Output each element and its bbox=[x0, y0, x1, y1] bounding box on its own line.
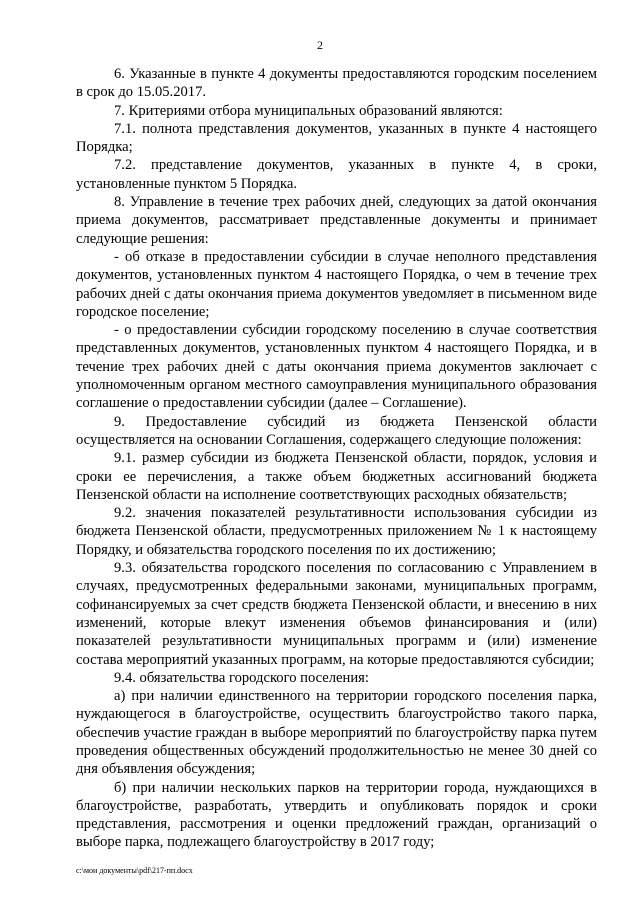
page-number: 2 bbox=[317, 38, 323, 52]
paragraph-9-3: 9.3. обязательства городского поселения по согласованию с Управлением в случаях, предусмотренных федеральными законами, муниципальных программ, софинансируемых за счет средств бюджета Пензенской области, и внесению в них изменений, которые влекут изменения объемов финансирования и (или) показателей результативности муниципальных программ и (или) изменение состава мероприятий указанных программ, на которые предоставляются субсидии; bbox=[76, 560, 597, 668]
paragraph-8-grant: - о предоставлении субсидии городскому поселению в случае соответствия представленных документов, установленных пунктом 4 настоящего Порядка, и в течение трех рабочих дней с даты окончания приема документов заключает с уполномоченным органом местного самоуправления муниципального образования соглашение о предоставлении субсидии (далее – Соглашение). bbox=[76, 322, 597, 412]
paragraph-8-refusal: - об отказе в предоставлении субсидии в случае неполного представления документов, установленных пунктом 4 настоящего Порядка, о чем в течение трех рабочих дней с даты окончания приема документов уведомляет в письменном виде городское поселение; bbox=[76, 248, 597, 320]
footer-file-path: c:\мои документы\pdf\217-пп.docx bbox=[76, 866, 193, 875]
paragraph-6: 6. Указанные в пункте 4 документы предоставляются городским поселением в срок до 15.05.2017. bbox=[76, 66, 597, 101]
paragraph-7-1: 7.1. полнота представления документов, указанных в пункте 4 настоящего Порядка; bbox=[76, 120, 597, 156]
paragraph-9: 9. Предоставление субсидий из бюджета Пензенской области осуществляется на основании Соглашения, содержащего следующие положения: bbox=[76, 413, 597, 448]
paragraph-9-1: 9.1. размер субсидии из бюджета Пензенской области, порядок, условия и сроки ее перечисления, а также объем бюджетных ассигнований бюджета Пензенской области на исполнение соответствующих расходных обязательств; bbox=[76, 450, 597, 503]
paragraph-9-4: 9.4. обязательства городского поселения: bbox=[114, 669, 369, 686]
document-body bbox=[76, 65, 597, 852]
paragraph-9-2: 9.2. значения показателей результативности использования субсидии из бюджета Пензенской области, предусмотренных приложением № 1 к настоящему Порядку, и обязательства городского поселения по их достижению; bbox=[76, 505, 597, 558]
paragraph-8: 8. Управление в течение трех рабочих дней, следующих за датой окончания приема документов, рассматривает представленные документы и принимает следующие решения: bbox=[76, 194, 597, 247]
paragraph-9-4-b: б) при наличии нескольких парков на территории города, нуждающихся в благоустройстве, разработать, утвердить и опубликовать порядок и сроки представления, рассмотрения и оценки предложений граждан, организаций о выборе парка, подлежащего благоустройству в 2017 году; bbox=[76, 779, 597, 851]
paragraph-7-2: 7.2. представление документов, указанных в пункте 4, в сроки, установленные пунктом 5 Порядка. bbox=[76, 157, 597, 192]
paragraph-7: 7. Критериями отбора муниципальных образований являются: bbox=[114, 102, 503, 119]
paragraph-9-4-a: а) при наличии единственного на территории городского поселения парка, нуждающегося в благоустройстве, осуществить благоустройство такого парка, обеспечив участие граждан в выборе мероприятий по благоустройству парка путем проведения общественных обсуждений продолжительностью не менее 30 дней со дня объявления обсуждения; bbox=[76, 688, 597, 778]
